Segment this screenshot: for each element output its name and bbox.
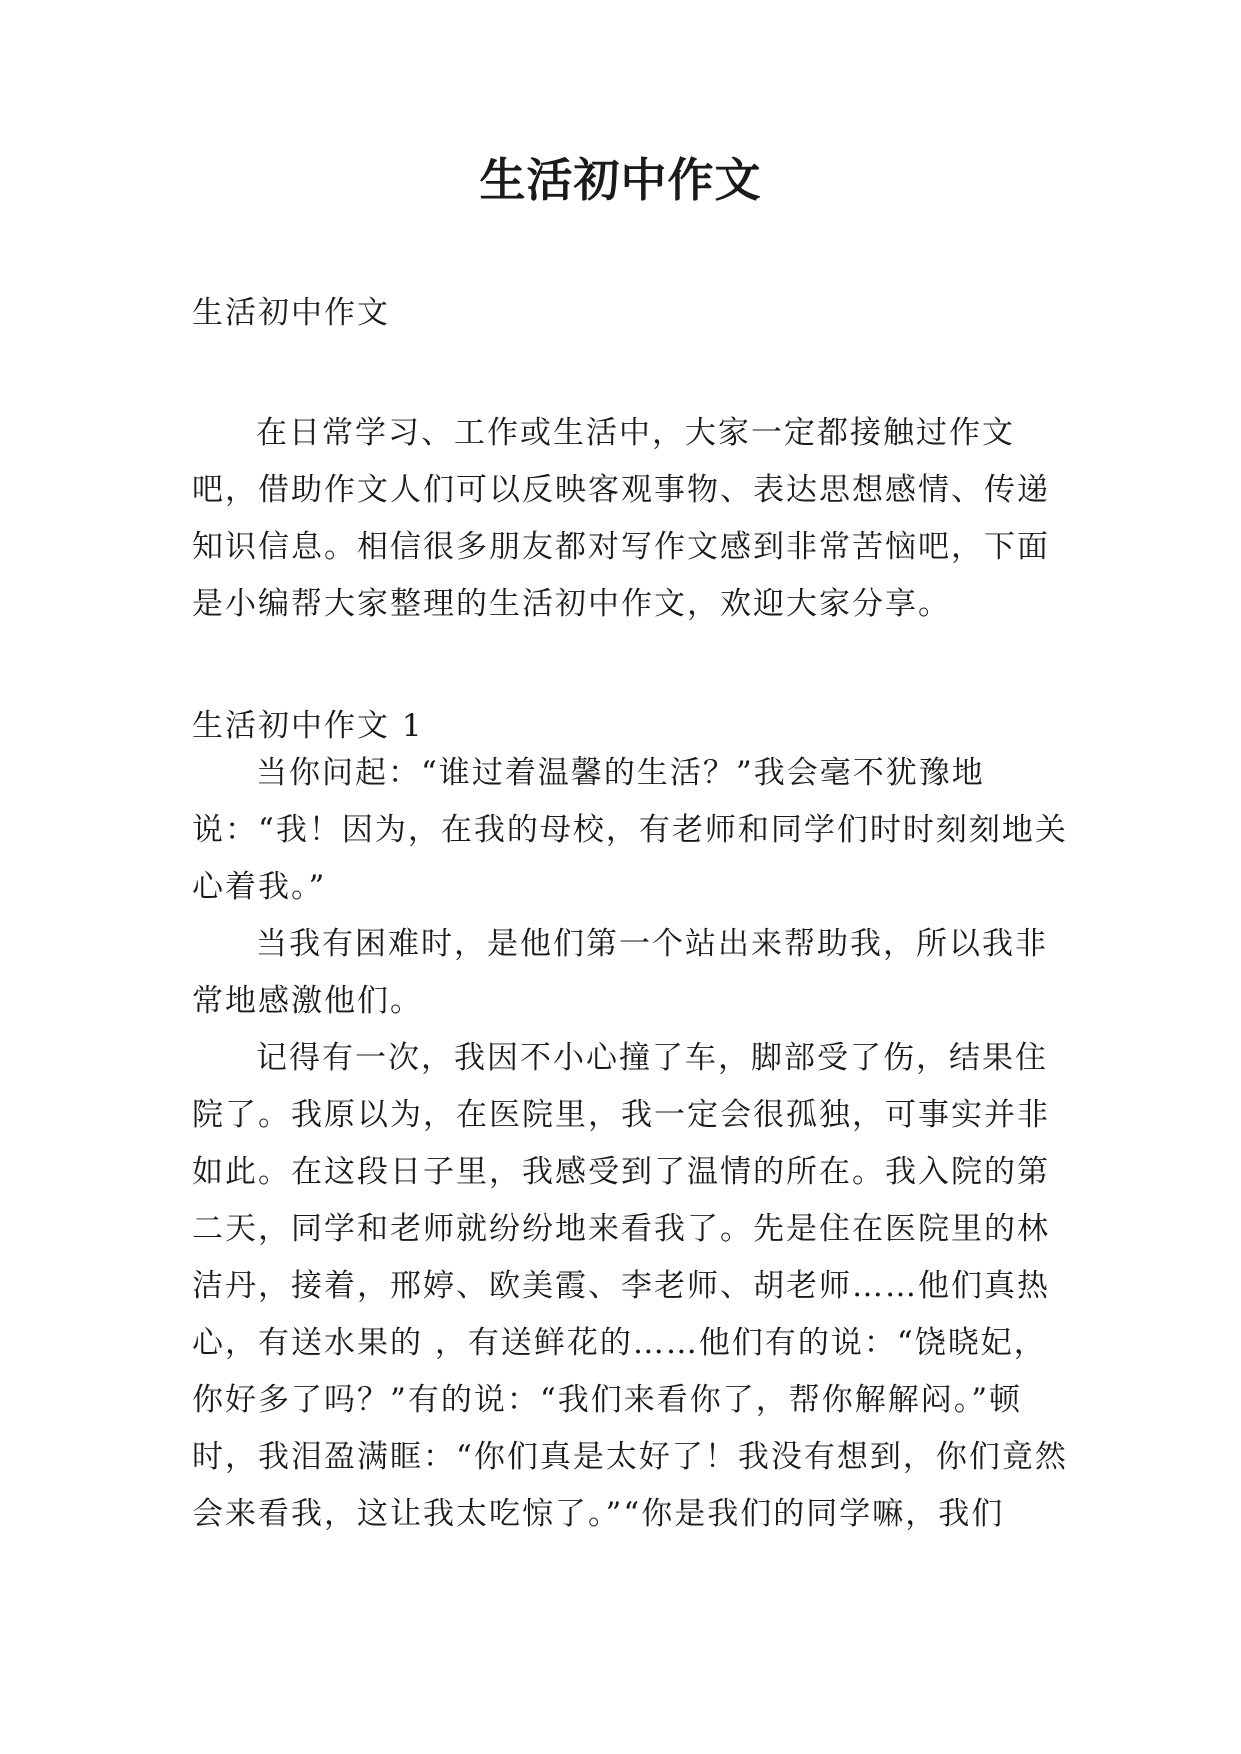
section-title: 生活初中作文 1 bbox=[192, 708, 424, 744]
body-paragraph-1: 当你问起：“谁过着温馨的生活？”我会毫不犹豫地说：“我！因为，在我的母校，有老师和同学们时时刻刻地关心着我。” bbox=[192, 755, 1068, 905]
intro-paragraph: 在日常学习、工作或生活中，大家一定都接触过作文吧，借助作文人们可以反映客观事物、表达思想感情、传递知识信息。相信很多朋友都对写作文感到非常苦恼吧，下面是小编帮大家整理的生活初中作文，欢迎大家分享。 bbox=[192, 415, 1050, 622]
body-paragraph-2: 当我有困难时，是他们第一个站出来帮助我，所以我非常地感激他们。 bbox=[192, 926, 1048, 1019]
body-paragraph-3: 记得有一次，我因不小心撞了车，脚部受了伤，结果住院了。我原以为，在医院里，我一定会很孤独，可事实并非如此。在这段日子里，我感受到了温情的所在。我入院的第二天，同学和老师就纷纷地来看我了。先是住在医院里的林洁丹，接着，邢婷、欧美霞、李老师、胡老师……他们真热心，有送水果的 ，有送鲜花的……他们有的说：“饶晓妃，你好多了吗？”有的说：“我们来看你了，帮你解解闷。”顿时，我泪盈满眶：“你们真是太好了！我没有想到，你们竟然会来看我，这让我太吃惊了。”“你是我们的同学嘛，我们 bbox=[192, 1040, 1068, 1532]
section-body bbox=[192, 745, 1072, 1543]
document-title: 生活初中作文 bbox=[479, 153, 762, 207]
document-subtitle: 生活初中作文 bbox=[192, 295, 390, 331]
